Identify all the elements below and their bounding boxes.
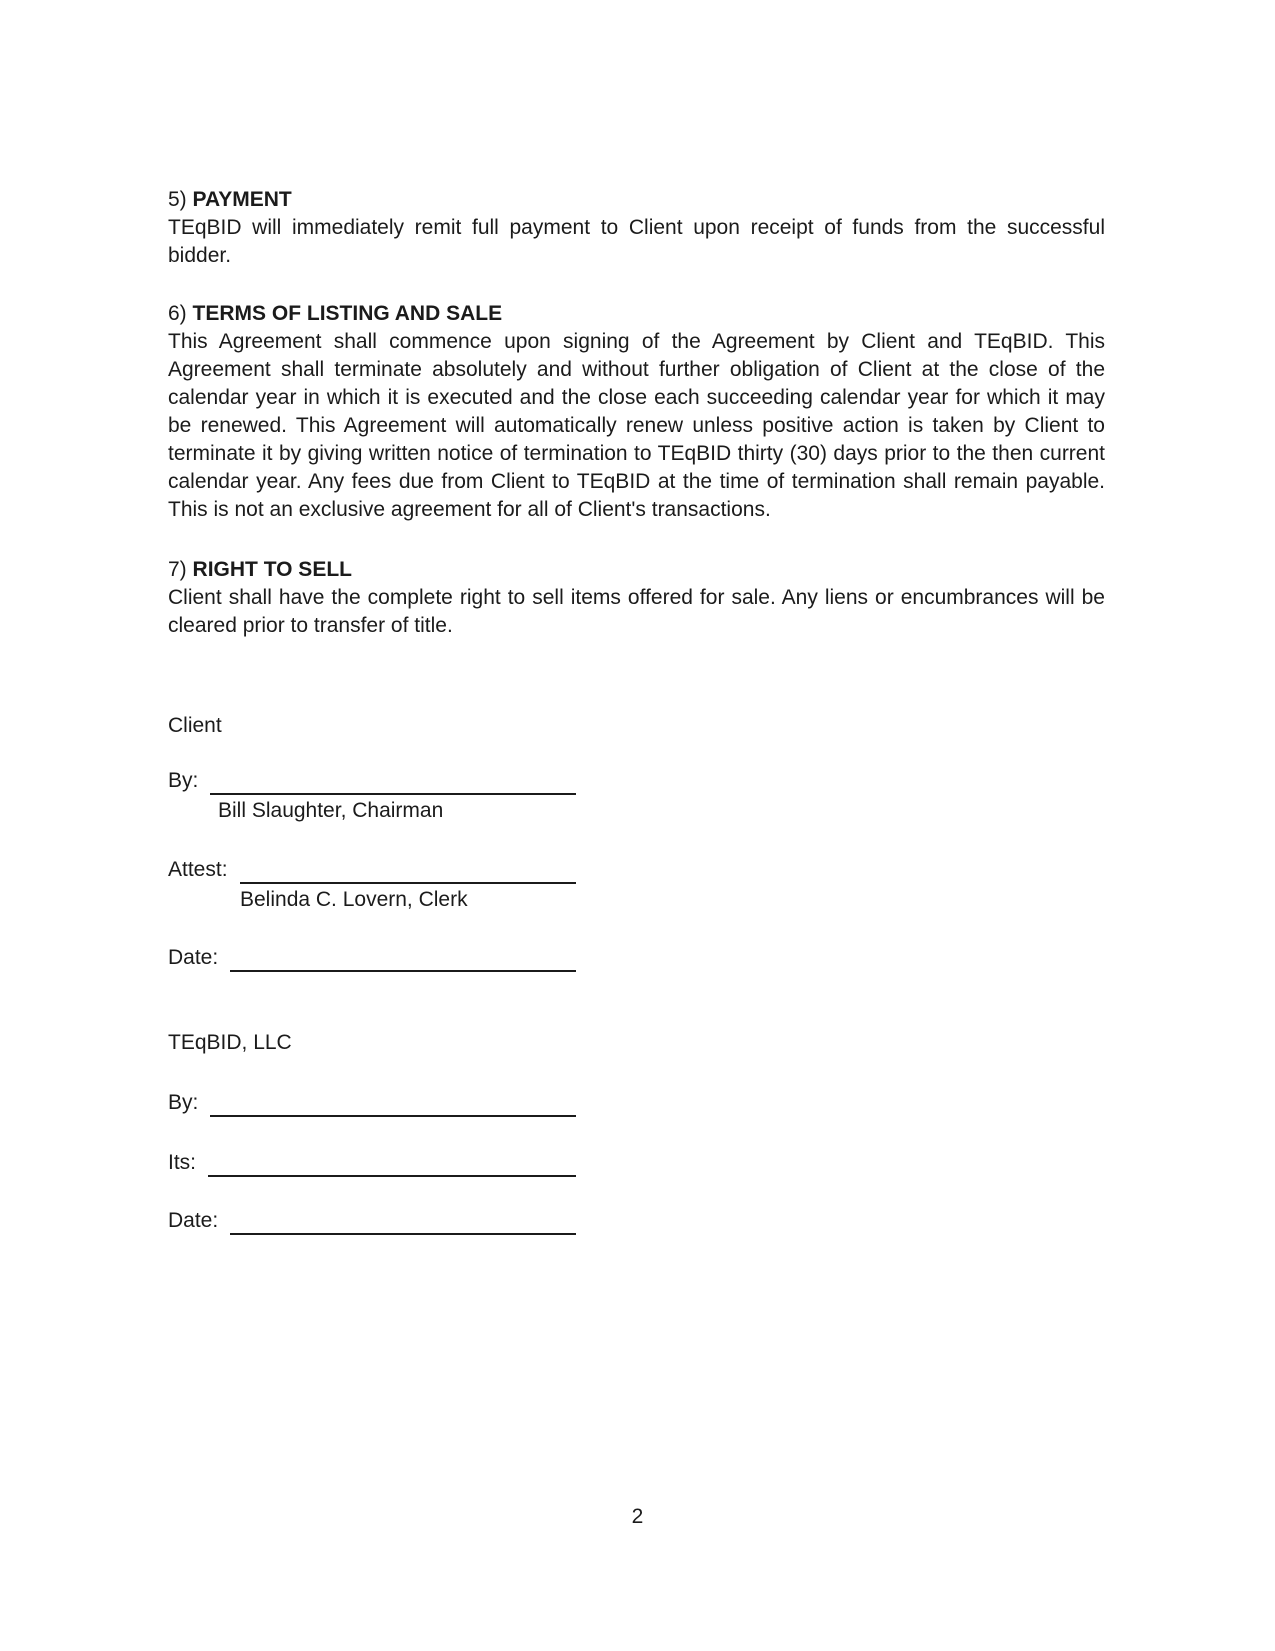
company-by-row: [168, 1089, 576, 1117]
client-signature-block: [168, 712, 1105, 972]
company-by-label: By:: [168, 1091, 199, 1114]
company-date-line: [230, 1211, 576, 1235]
client-date-label: Date:: [168, 946, 219, 969]
client-by-label: By:: [168, 769, 199, 792]
client-attest-row: [168, 856, 576, 884]
section-number: 5): [168, 188, 187, 211]
section-title: TERMS OF LISTING AND SALE: [192, 302, 503, 325]
client-attest-signature-line: [240, 860, 576, 884]
company-party-label: TEqBID, LLC: [168, 1031, 292, 1054]
section-body-right-to-sell: Client shall have the complete right to sell items offered for sale. Any liens or encumbrances will be cleared prior to transfer of title.: [168, 586, 1105, 637]
company-its-line: [208, 1153, 576, 1177]
client-by-name: Bill Slaughter, Chairman: [218, 799, 444, 822]
client-by-signature-line: [210, 771, 576, 795]
section-number: 7): [168, 558, 187, 581]
page-content: [168, 186, 1105, 1235]
section-title: PAYMENT: [192, 188, 292, 211]
section-terms-of-listing-and-sale: [168, 300, 1105, 524]
company-signature-block: [168, 1029, 1105, 1235]
section-heading-right-to-sell: [168, 556, 1105, 584]
client-date-line: [230, 948, 576, 972]
client-by-row: [168, 767, 576, 795]
section-payment: [168, 186, 1105, 270]
client-date-row: [168, 944, 576, 972]
section-heading-payment: [168, 186, 1105, 214]
company-its-row: [168, 1149, 576, 1177]
client-party-label: Client: [168, 714, 222, 737]
company-its-label: Its:: [168, 1151, 197, 1174]
section-right-to-sell: [168, 556, 1105, 640]
section-title: RIGHT TO SELL: [192, 558, 352, 581]
company-by-signature-line: [210, 1093, 576, 1117]
company-date-row: [168, 1207, 576, 1235]
page-number: 2: [631, 1505, 644, 1528]
section-body-payment: TEqBID will immediately remit full payment to Client upon receipt of funds from the successful bidder.: [168, 216, 1105, 267]
company-date-label: Date:: [168, 1209, 219, 1232]
client-attest-name: Belinda C. Lovern, Clerk: [240, 888, 468, 911]
section-heading-terms: [168, 300, 1105, 328]
section-number: 6): [168, 302, 187, 325]
section-body-terms: This Agreement shall commence upon signing of the Agreement by Client and TEqBID. This Agreement shall terminate absolutely and without further obligation of Client at the close of the calendar year in which it is executed and the close each succeeding calendar year for which it may be renewed. This Agreement will automatically renew unless positive action is taken by Client to terminate it by giving written notice of termination to TEqBID thirty (30) days prior to the then current calendar year. Any fees due from Client to TEqBID at the time of termination shall remain payable. This is not an exclusive agreement for all of Client's transactions.: [168, 330, 1105, 521]
client-attest-label: Attest:: [168, 858, 228, 881]
